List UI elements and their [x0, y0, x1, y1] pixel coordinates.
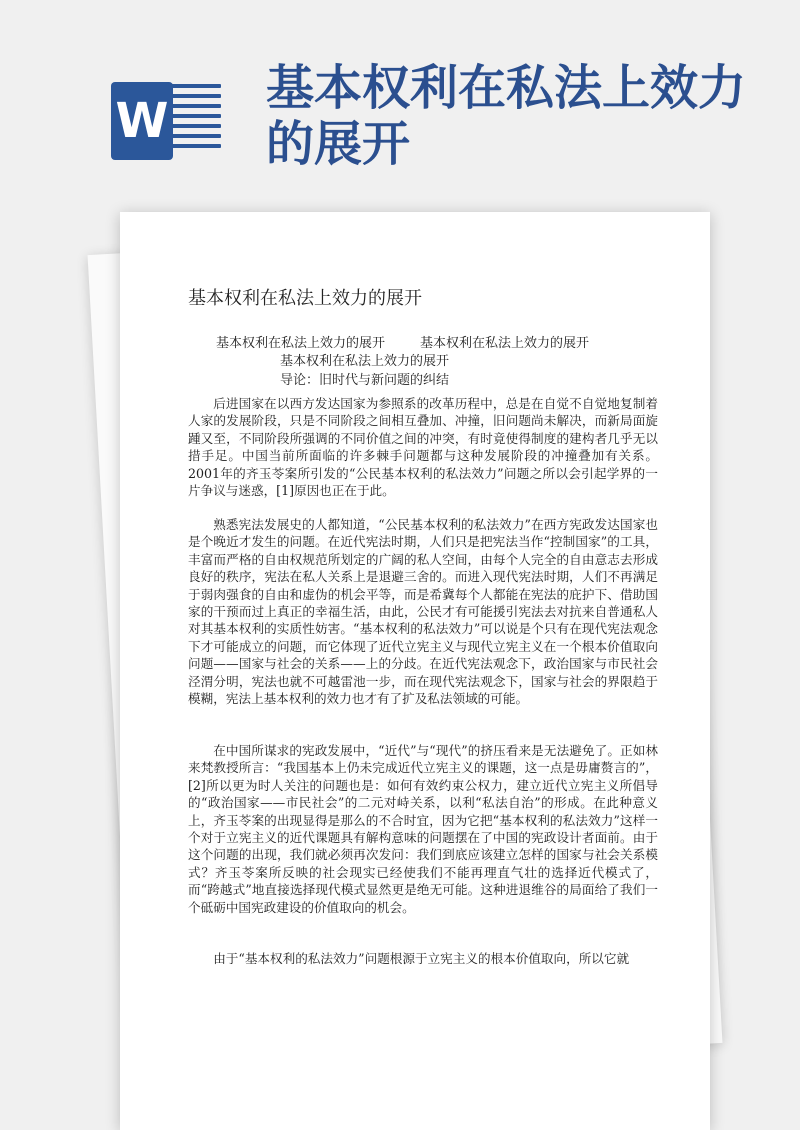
body-paragraph-2: 熟悉宪法发展史的人都知道，“公民基本权利的私法效力”在西方宪政发达国家也是个晚近才发生的问题。在近代宪法时期，人们只是把宪法当作“控制国家”的工具，丰富而严格的自由权规范所划定的广阔的私人空间，由每个人完全的自由意志去形成良好的秩序，宪法在私人关系上是退避三舍的。而进入现代宪法时期，人们不再满足于弱肉强食的自由和虚伪的机会平等，而是希冀每个人都能在宪法的庇护下、借助国家的干预而过上真正的幸福生活，由此，公民才有可能援引宪法去对抗来自普通私人对其基本权利的实质性妨害。“基本权利的私法效力”可以说是个只有在现代宪法观念下才可能成立的问题，而它体现了近代立宪主义与现代立宪主义在一个根本价值取向问题——国家与社会的关系——上的分歧。在近代宪法观念下，政治国家与市民社会泾渭分明，宪法也就不可越雷池一步，而在现代宪法观念下，国家与社会的界限趋于模糊，宪法上基本权利的效力也才有了扩及私法领域的可能。: [188, 517, 658, 707]
banner-title: 基本权利在私法上效力的展开: [266, 60, 747, 172]
subtitle-line3: 导论：旧时代与新问题的纠结: [280, 373, 450, 388]
subtitle-line1-b: 基本权利在私法上效力的展开: [420, 336, 590, 351]
body-paragraph-3: 在中国所谋求的宪政发展中，“近代”与“现代”的挤压看来是无法避免了。正如林来梵教授所言：“我国基本上仍未完成近代立宪主义的课题，这一点是毋庸赘言的”，[2]所以更为时人关注的问题也是：如何有效约束公权力，建立近代立宪主义所倡导的“政治国家——市民社会”的二元对峙关系，以利“私法自治”的形成。在此种意义上，齐玉苓案的出现显得是那么的不合时宜，因为它把“基本权利的私法效力”这样一个对于立宪主义的近代课题具有解构意味的问题摆在了中国的宪政设计者面前。由于这个问题的出现，我们就必须再次发问：我们到底应该建立怎样的国家与社会关系模式？齐玉苓案所反映的社会现实已经使我们不能再理直气壮的选择近代模式了，而“跨越式”地直接选择现代模式显然更是绝无可能。这种进退维谷的局面给了我们一个砥砺中国宪政建设的价值取向的机会。: [188, 743, 658, 915]
word-logo: [111, 70, 226, 168]
subtitle-line2: 基本权利在私法上效力的展开: [280, 354, 450, 369]
word-letter-icon: W: [111, 82, 173, 160]
body-paragraph-1: 后进国家在以西方发达国家为参照系的改革历程中，总是在自觉不自觉地复制着人家的发展阶段，只是不同阶段之间相互叠加、冲撞，旧问题尚未解决，而新局面旋踵又至，不同阶段所强调的不同价值之间的冲突，有时竟使得制度的建构者几乎无以措手足。中国当前所面临的许多棘手问题都与这种发展阶段的冲撞叠加有关系。2001年的齐玉苓案所引发的“公民基本权利的私法效力”问题之所以会引起学界的一片争议与迷惑，[1]原因也正在于此。: [188, 396, 658, 499]
document-page: [120, 212, 710, 1130]
body-paragraph-4: 由于“基本权利的私法效力”问题根源于立宪主义的根本价值取向，所以它就: [213, 951, 630, 966]
document-title: 基本权利在私法上效力的展开: [188, 288, 422, 309]
subtitle-line1-a: 基本权利在私法上效力的展开: [216, 336, 386, 351]
